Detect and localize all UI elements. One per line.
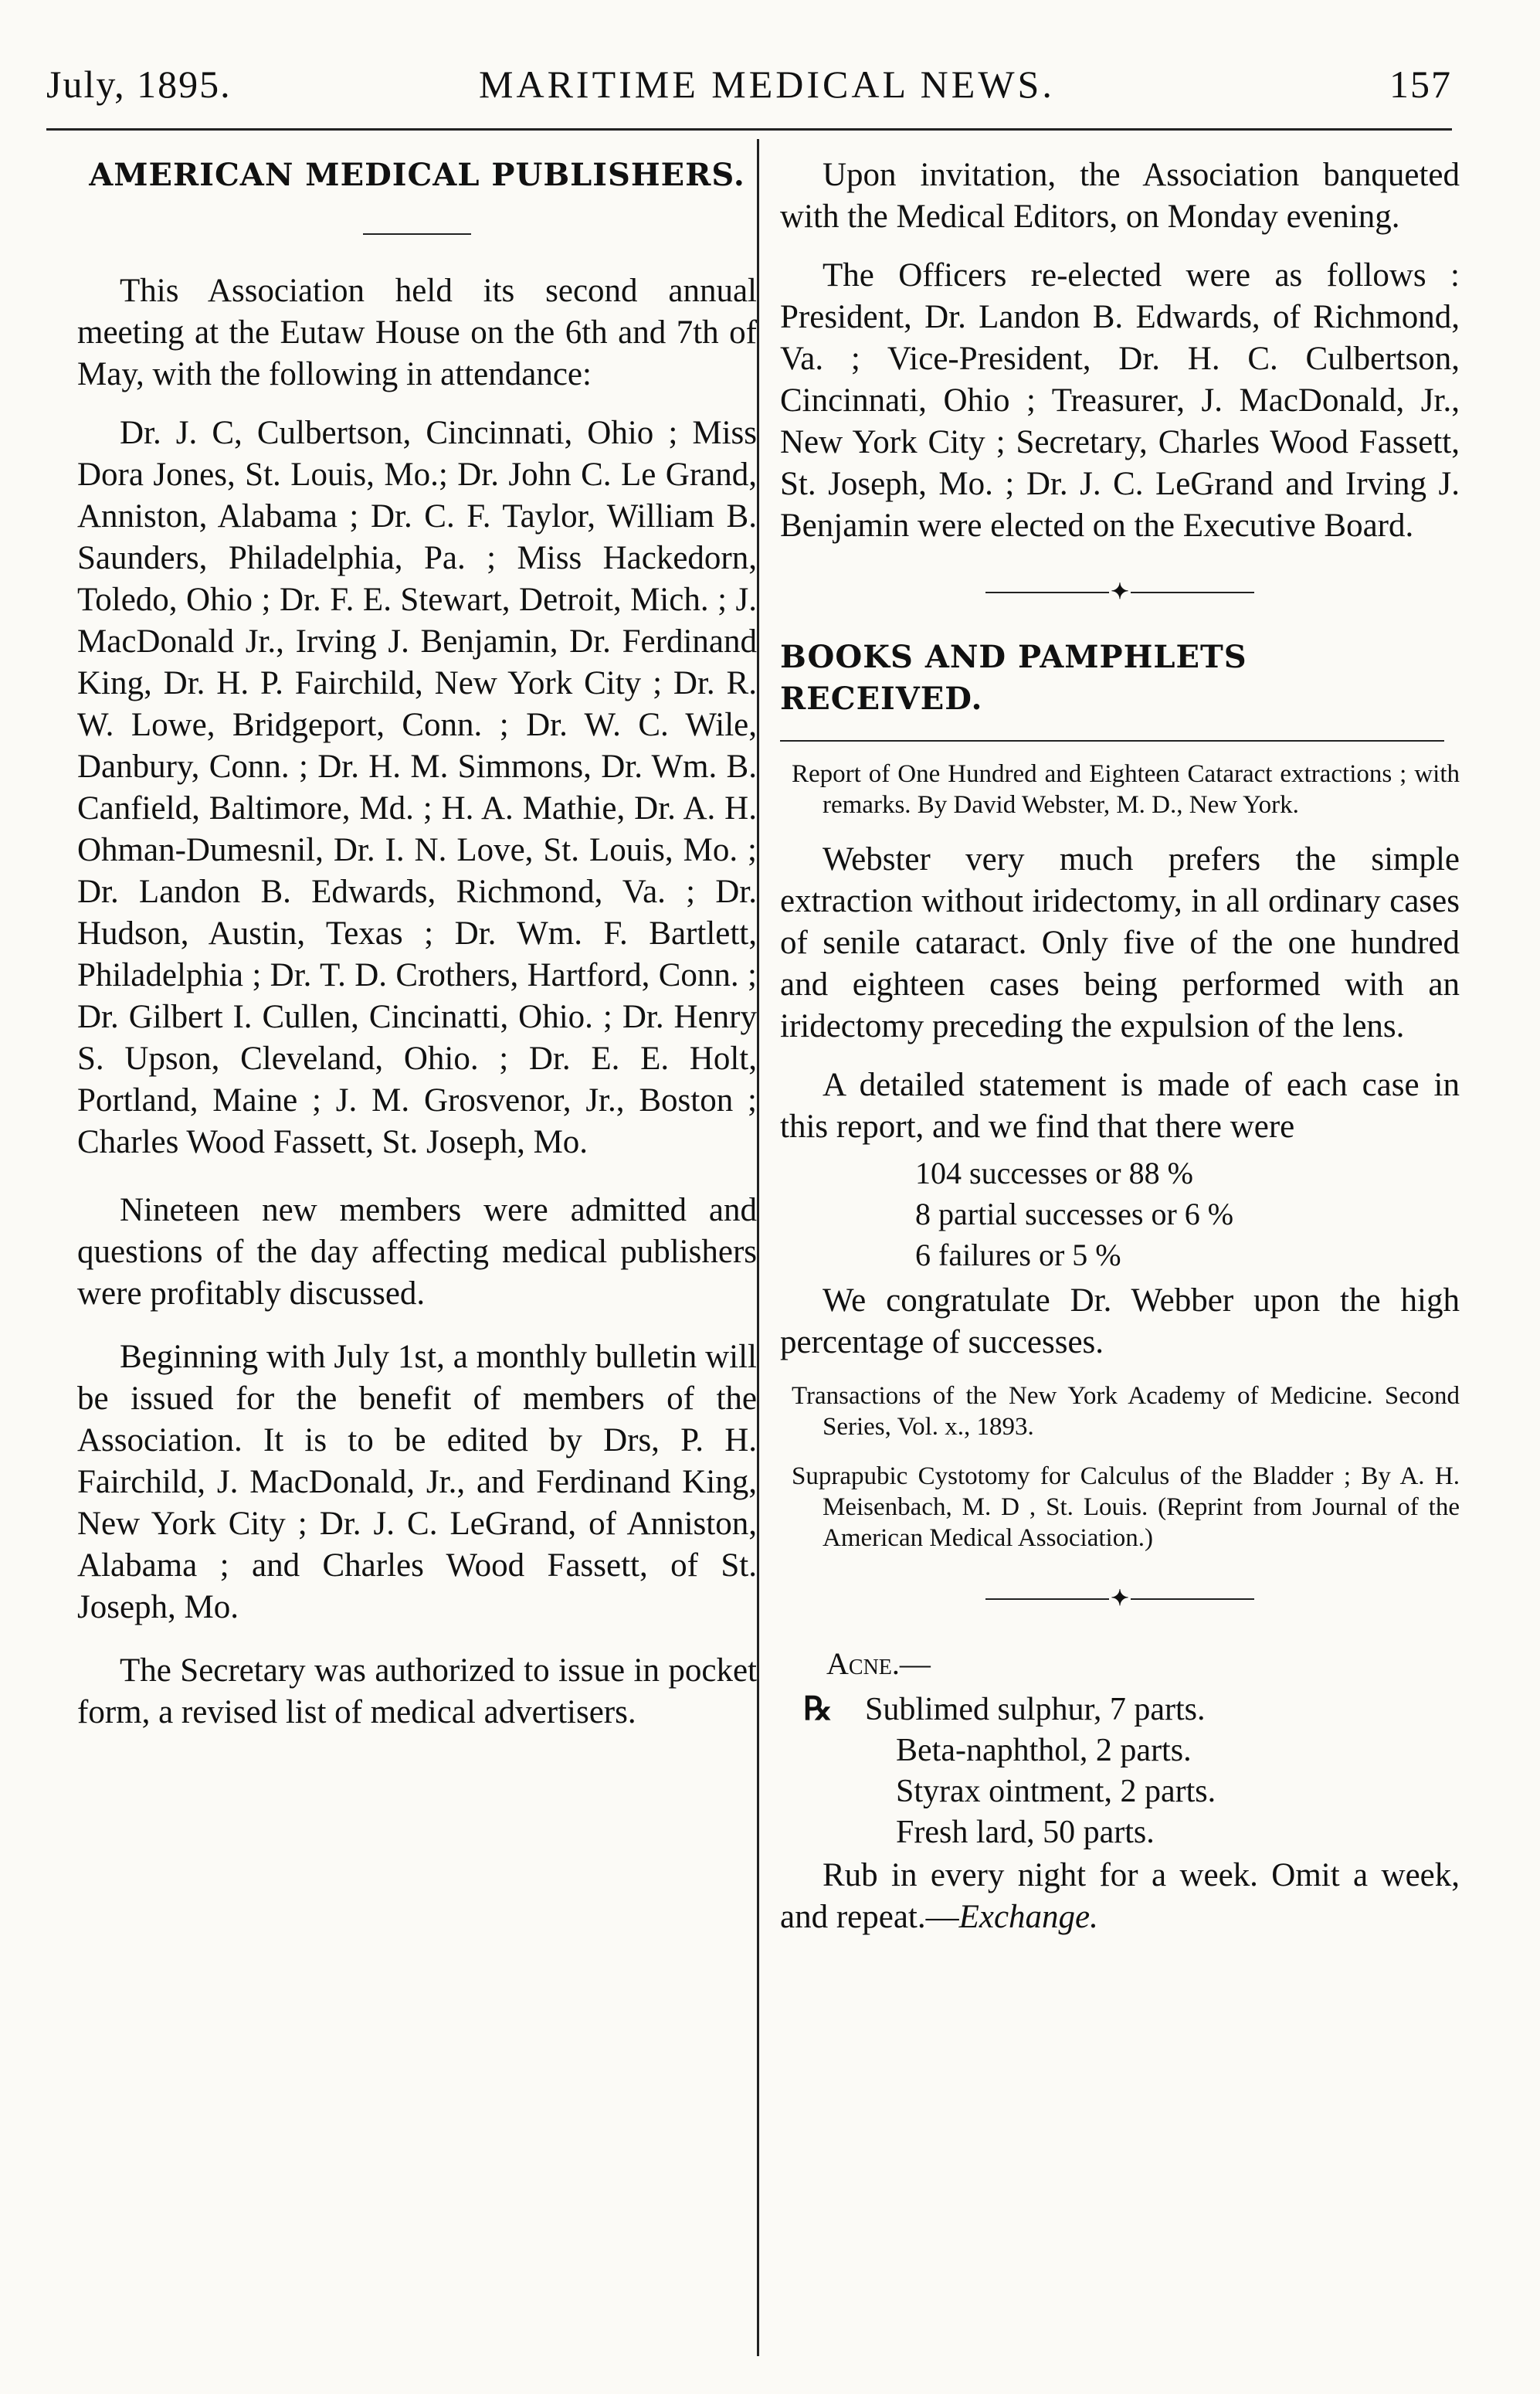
intro-paragraph: This Association held its second annual meeting at the Eutaw House on the 6th and 7th of May, with the following in attendance: <box>77 273 757 392</box>
rx-item: Sublimed sulphur, 7 parts. <box>865 1692 1206 1728</box>
rub-instructions <box>780 1855 1460 1938</box>
stat-successes: 104 successes or 88 % <box>915 1156 1193 1191</box>
rx-item: Fresh lard, 50 parts. <box>896 1815 1155 1851</box>
column-divider <box>757 139 759 2356</box>
report-citation: Report of One Hundred and Eighteen Cataract extractions ; with remarks. By David Webster, M. D., New York. <box>792 760 1460 820</box>
acne-title: Acne.— <box>826 1646 931 1682</box>
section-heading-books: BOOKS AND PAMPHLETS RECEIVED. <box>780 639 1247 718</box>
transactions-citation: Transactions of the New York Academy of Medicine. Second Series, Vol. x., 1893. <box>792 1382 1460 1441</box>
secretary-paragraph: The Secretary was authorized to issue in pocket form, a revised list of medical advertisers. <box>77 1652 757 1730</box>
rub-text: Rub in every night for a week. Omit a week, and repeat.— <box>780 1857 1460 1936</box>
webster-paragraph: Webster very much prefers the simple extraction without iridectomy, in all ordinary cases of senile cataract. Only five of the one hundred and eighteen cases being performed with an iridectomy preceding the expulsion of the lens. <box>780 841 1460 1045</box>
prescription <box>803 1689 1460 1853</box>
attendance-list: Dr. J. C, Culbertson, Cincinnati, Ohio ; Miss Dora Jones, St. Louis, Mo.; Dr. John C. Le Grand, Anniston, Alabama ; Dr. C. F. Taylor, William B. Saunders, Philadelphia, Pa. ; Miss Hackedorn, Toledo, Ohio ; Dr. F. E. Stewart, Detroit, Mich. ; J. MacDonald Jr., Irving J. Benjamin, Dr. Ferdinand King, Dr. H. P. Fairchild, New York City ; Dr. R. W. Lowe, Bridgeport, Conn. ; Dr. W. C. Wile, Danbury, Conn. ; Dr. H. M. Simmons, Dr. Wm. B. Canfield, Baltimore, Md. ; H. A. Mathie, Dr. A. H. Ohman-Dumesnil, Dr. I. N. Love, St. Louis, Mo. ; Dr. Landon B. Edwards, Richmond, Va. ; Dr. Hudson, Austin, Texas ; Dr. Wm. F. Bartlett, Philadelphia ; Dr. T. D. Crothers, Hartford, Conn. ; Dr. Gilbert I. Cullen, Cincinatti, Ohio. ; Dr. Henry S. Upson, Cleveland, Ohio. ; Dr. E. E. Holt, Portland, Maine ; J. M. Grosvenor, Jr., Boston ; Charles Wood Fassett, St. Joseph, Mo. <box>77 415 757 1160</box>
ornament-divider: ✦ <box>780 570 1460 613</box>
page-header <box>46 46 1452 116</box>
right-column <box>780 155 1460 1955</box>
detailed-paragraph: A detailed statement is made of each case in this report, and we find that there were <box>780 1067 1460 1146</box>
rx-item: Styrax ointment, 2 parts. <box>896 1774 1216 1810</box>
issue-date: July, 1895. <box>46 63 232 106</box>
stats-list <box>780 1153 1460 1275</box>
books-rule <box>780 740 1444 742</box>
members-paragraph: Nineteen new members were admitted and questions of the day affecting medical publishers were profitably discussed. <box>77 1192 757 1312</box>
banquet-paragraph: Upon invitation, the Association banqueted with the Medical Editors, on Monday evening. <box>780 157 1460 235</box>
rx-symbol: ℞ <box>803 1692 833 1728</box>
congrat-paragraph: We congratulate Dr. Webber upon the high percentage of successes. <box>780 1282 1460 1361</box>
left-column <box>77 155 757 1751</box>
heading-rule <box>363 233 471 235</box>
stat-failures: 6 failures or 5 % <box>915 1238 1121 1273</box>
ornament-divider-2: ✦ <box>780 1577 1460 1620</box>
journal-title: MARITIME MEDICAL NEWS. <box>479 63 1055 106</box>
cystotomy-citation: Suprapubic Cystotomy for Calculus of the Bladder ; By A. H. Meisenbach, M. D , St. Louis. (Reprint from Journal of the American Medical Association.) <box>792 1462 1460 1553</box>
stat-partial: 8 partial successes or 6 % <box>915 1197 1234 1232</box>
officers-paragraph: The Officers re-elected were as follows : President, Dr. Landon B. Edwards, of Richmond, Va. ; Vice-President, Dr. H. C. Culbertson, Cincinnati, Ohio ; Treasurer, J. MacDonald, Jr., New York City ; Secretary, Charles Wood Fassett, St. Joseph, Mo. ; Dr. J. C. LeGrand and Irving J. Benjamin were elected on the Executive Board. <box>780 257 1460 544</box>
rub-source: Exchange. <box>958 1899 1098 1936</box>
header-rule <box>46 128 1452 131</box>
section-heading-publishers: AMERICAN MEDICAL PUBLISHERS. <box>89 157 745 193</box>
page-number: 157 <box>1389 63 1452 106</box>
rx-item: Beta-naphthol, 2 parts. <box>896 1733 1192 1769</box>
bulletin-paragraph: Beginning with July 1st, a monthly bulletin will be issued for the benefit of members of the Association. It is to be edited by Drs, P. H. Fairchild, J. MacDonald, Jr., and Ferdinand King, New York City ; Dr. J. C. LeGrand, of Anniston, Alabama ; and Charles Wood Fassett, of St. Joseph, Mo. <box>77 1339 757 1625</box>
